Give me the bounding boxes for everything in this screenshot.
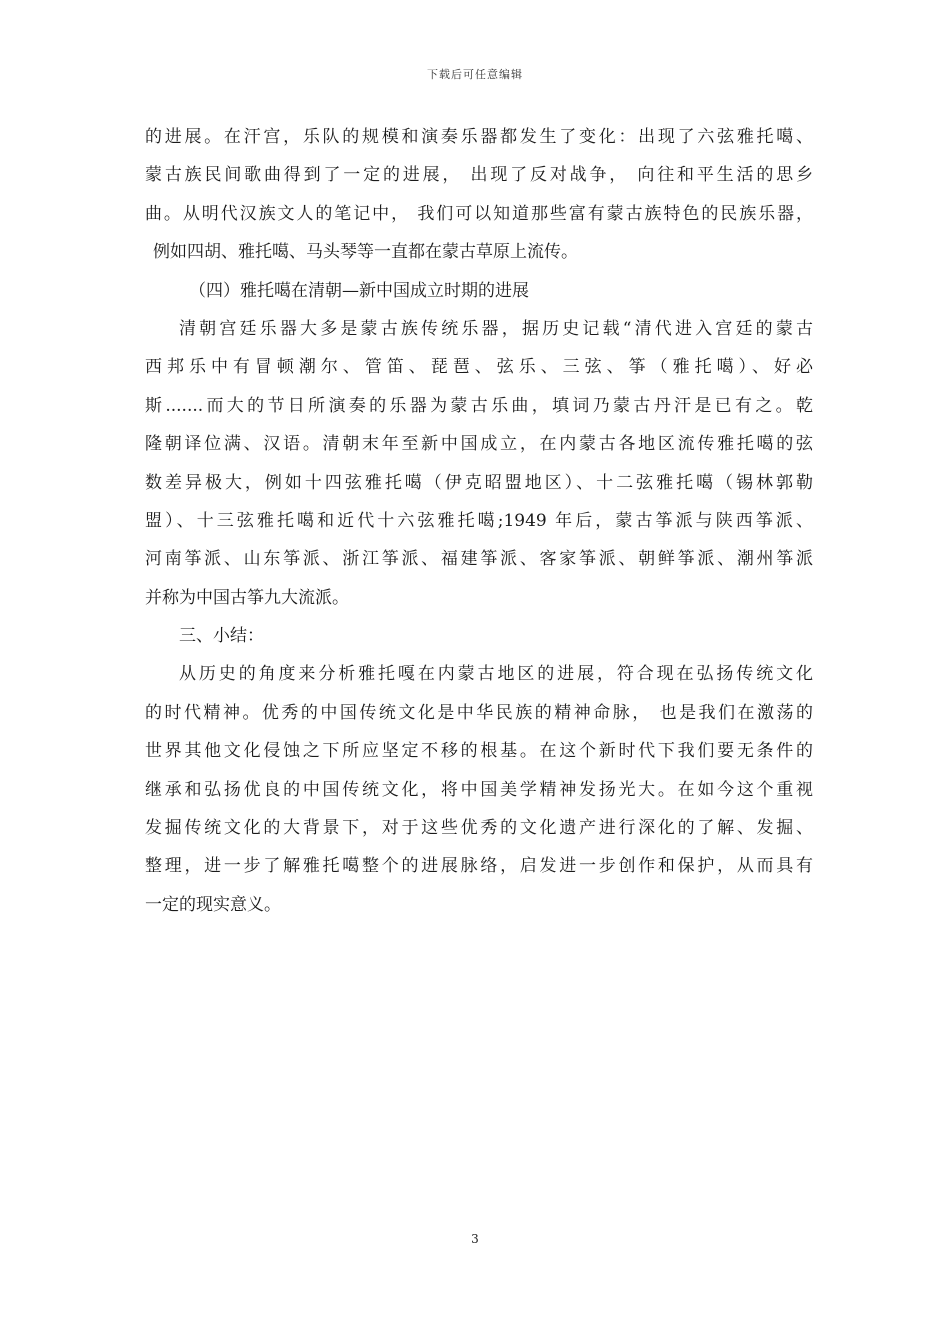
header-note: 下载后可任意编辑 bbox=[427, 68, 523, 81]
document-body bbox=[145, 118, 813, 924]
section-heading: 三、小结： bbox=[179, 626, 264, 647]
paragraph-line: 世界其他文化侵蚀之下所应坚定不移的根基。在这个新时代下我们要无条件的 bbox=[145, 741, 813, 762]
paragraph-line: 数差异极大，例如十四弦雅托噶（伊克昭盟地区）、十二弦雅托噶（锡林郭勒 bbox=[145, 472, 813, 493]
paragraph-line: 曲。从明代汉族文人的笔记中， 我们可以知道那些富有蒙古族特色的民族乐器， bbox=[145, 203, 813, 224]
paragraph-line: 西邦乐中有冒顿潮尔、管笛、琵琶、弦乐、三弦、筝（雅托噶）、好必 bbox=[145, 357, 813, 378]
paragraph-line: 发掘传统文化的大背景下，对于这些优秀的文化遗产进行深化的了解、发掘、 bbox=[145, 818, 813, 839]
paragraph-line: 河南筝派、山东筝派、浙江筝派、福建筝派、客家筝派、朝鲜筝派、潮州筝派 bbox=[145, 549, 813, 570]
paragraph-line: 盟）、十三弦雅托噶和近代十六弦雅托噶;1949 年后，蒙古筝派与陕西筝派、 bbox=[145, 510, 813, 531]
paragraph-line: 从历史的角度来分析雅托嘎在内蒙古地区的进展，符合现在弘扬传统文化 bbox=[179, 664, 813, 685]
paragraph-line: 隆朝译位满、汉语。清朝末年至新中国成立，在内蒙古各地区流传雅托噶的弦 bbox=[145, 434, 813, 455]
section-heading: （四）雅托噶在清朝—新中国成立时期的进展 bbox=[189, 280, 529, 301]
paragraph-line: 继承和弘扬优良的中国传统文化，将中国美学精神发扬光大。在如今这个重视 bbox=[145, 779, 813, 800]
paragraph-line: 斯.......而大的节日所演奏的乐器为蒙古乐曲，填词乃蒙古丹汗是已有之。乾 bbox=[145, 395, 813, 416]
page-number: 3 bbox=[471, 1232, 479, 1246]
paragraph-line: 的时代精神。优秀的中国传统文化是中华民族的精神命脉， 也是我们在激荡的 bbox=[145, 702, 813, 723]
paragraph-line: 清朝宫廷乐器大多是蒙古族传统乐器，据历史记载“清代进入宫廷的蒙古 bbox=[179, 318, 813, 339]
paragraph-line: 并称为中国古筝九大流派。 bbox=[145, 587, 349, 608]
paragraph-line: 例如四胡、雅托噶、马头琴等一直都在蒙古草原上流传。 bbox=[153, 242, 578, 263]
paragraph-line: 一定的现实意义。 bbox=[145, 894, 281, 915]
paragraph-line: 蒙古族民间歌曲得到了一定的进展， 出现了反对战争， 向往和平生活的思乡 bbox=[145, 165, 813, 186]
paragraph-line: 整理，进一步了解雅托噶整个的进展脉络，启发进一步创作和保护，从而具有 bbox=[145, 856, 813, 877]
paragraph-line: 的进展。在汗宫，乐队的规模和演奏乐器都发生了变化：出现了六弦雅托噶、 bbox=[145, 127, 813, 147]
